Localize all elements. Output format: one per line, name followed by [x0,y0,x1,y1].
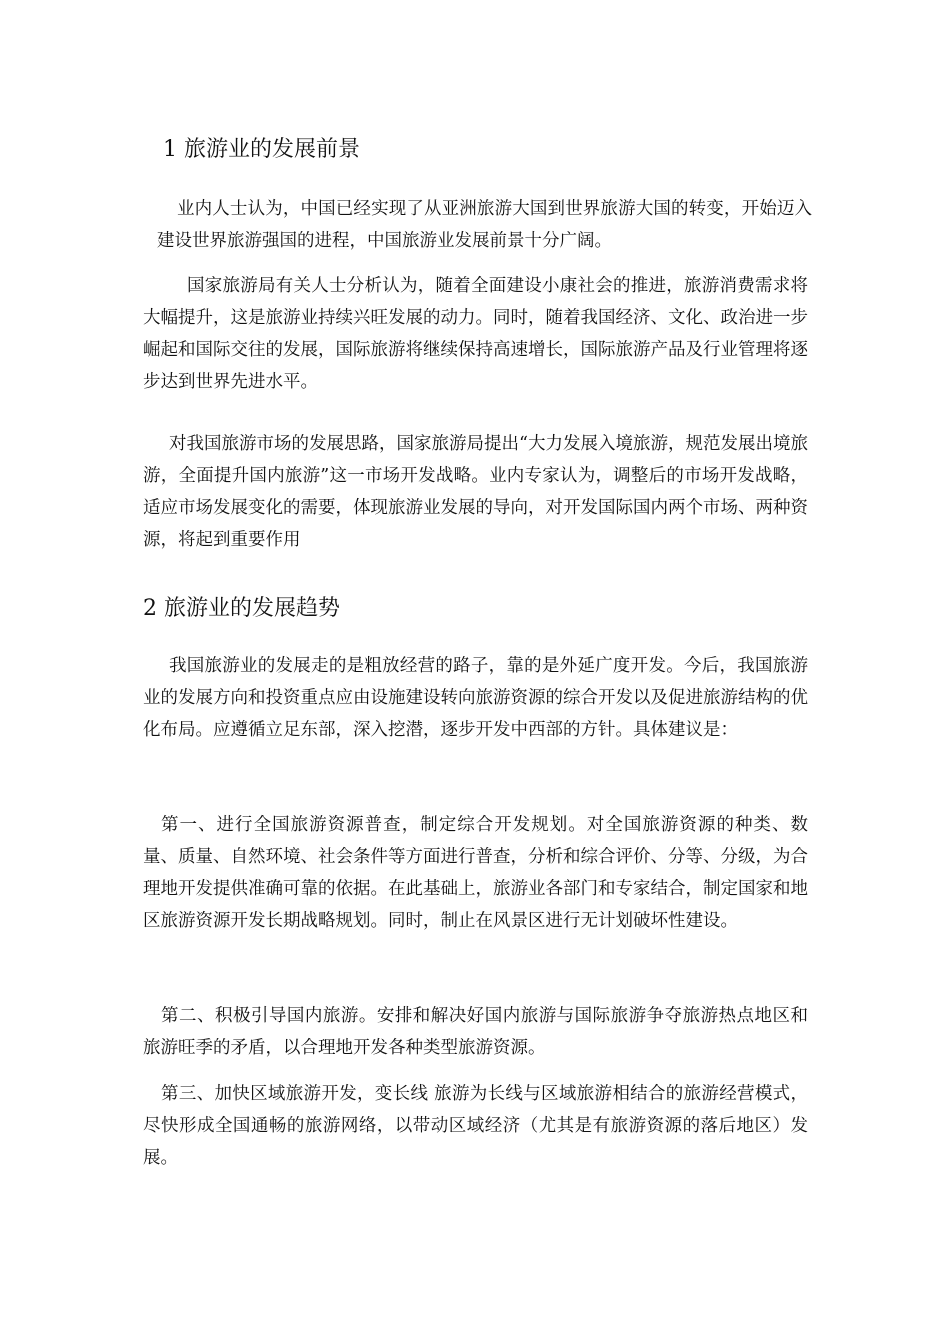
section-2-paragraph-4: 第三、加快区域旅游开发，变长线 旅游为长线与区域旅游相结合的旅游经营模式，尽快形成全国通畅的旅游网络，以带动区域经济（尤其是有旅游资源的落后地区）发展。 [143,1084,808,1168]
section-1-paragraph-3: 对我国旅游市场的发展思路，国家旅游局提出“大力发展入境旅游，规范发展出境旅游，全面提升国内旅游”这一市场开发战略。业内专家认为，调整后的市场开发战略，适应市场发展变化的需要，体现旅游业发展的导向，对开发国际国内两个市场、两种资源，将起到重要作用 [143,434,808,550]
section-2-paragraph-1: 我国旅游业的发展走的是粗放经营的路子，靠的是外延广度开发。今后，我国旅游业的发展方向和投资重点应由设施建设转向旅游资源的综合开发以及促进旅游结构的优化布局。应遵循立足东部，深入挖潜，逐步开发中西部的方针。具体建议是： [143,656,808,740]
section-2-paragraph-2: 第一、进行全国旅游资源普查，制定综合开发规划。对全国旅游资源的种类、数量、质量、自然环境、社会条件等方面进行普查，分析和综合评价、分等、分级，为合理地开发提供准确可靠的依据。在此基础上，旅游业各部门和专家结合，制定国家和地区旅游资源开发长期战略规划。同时，制止在风景区进行无计划破坏性建设。 [143,815,808,931]
section-1-paragraph-2: 国家旅游局有关人士分析认为，随着全面建设小康社会的推进，旅游消费需求将大幅提升，这是旅游业持续兴旺发展的动力。同时，随着我国经济、文化、政治进一步崛起和国际交往的发展，国际旅游将继续保持高速增长，国际旅游产品及行业管理将逐步达到世界先进水平。 [143,276,808,392]
section-2-heading: 2 旅游业的发展趋势 [143,596,340,621]
section-2-paragraph-3: 第二、积极引导国内旅游。安排和解决好国内旅游与国际旅游争夺旅游热点地区和旅游旺季的矛盾，以合理地开发各种类型旅游资源。 [143,1006,808,1058]
section-1-heading: 1 旅游业的发展前景 [163,137,360,162]
section-1-paragraph-1: 业内人士认为，中国已经实现了从亚洲旅游大国到世界旅游大国的转变，开始迈入建设世界旅游强国的进程，中国旅游业发展前景十分广阔。 [157,199,812,251]
